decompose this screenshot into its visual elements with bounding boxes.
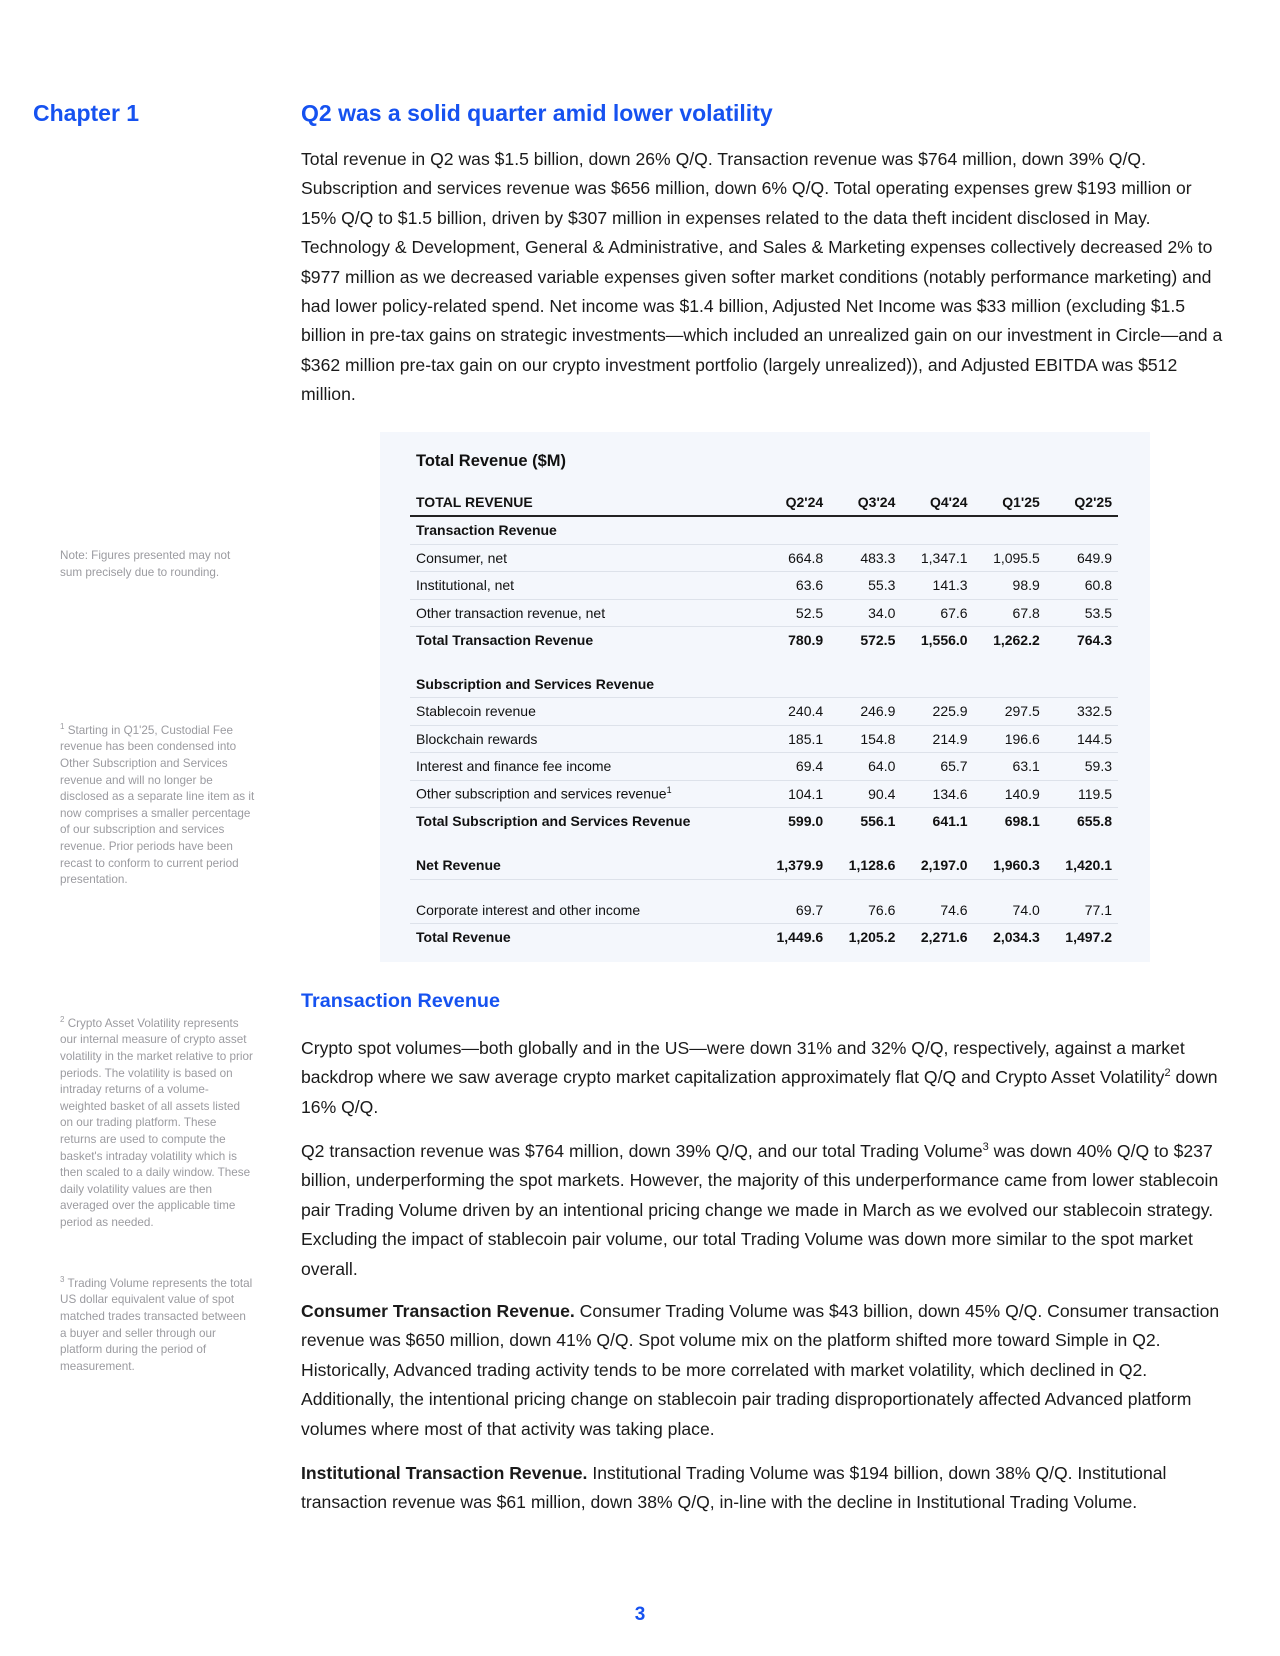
period-header: Q2'24 [757, 488, 829, 516]
cell-value: 1,960.3 [974, 852, 1046, 880]
cell-value: 556.1 [860, 813, 896, 830]
page-heading: Q2 was a solid quarter amid lower volatility [301, 100, 773, 126]
row-label: Blockchain rewards [410, 725, 757, 753]
paragraph-text: Q2 transaction revenue was $764 million, down 39% Q/Q, and our total Trading Volume [301, 1141, 983, 1161]
period-header: Q2'25 [1046, 488, 1118, 516]
period-header: Q3'24 [829, 488, 901, 516]
cell-value: 63.6 [757, 572, 829, 600]
table-header-label: TOTAL REVENUE [410, 488, 757, 516]
row-label [410, 780, 757, 808]
footnote-ref: 2 [1164, 1067, 1171, 1080]
paragraph-text: Consumer Trading Volume was $43 billion, down 45% Q/Q. Consumer transaction revenue was $650 million, down 41% Q/Q. Spot volume mix on the platform shifted more toward Simple in Q2. Historically, Advanced trading activity tends to be more correlated with market volatility, which declined in Q2. Additionally, the intentional pricing change on stablecoin pair trading disproportionately affected Advanced platform volumes where most of that activity was taking place. [301, 1301, 1220, 1439]
cell-value: 599.0 [788, 813, 824, 830]
cell-value: 98.9 [974, 572, 1046, 600]
cell-value: 1,379.9 [757, 852, 829, 880]
table-row-net [410, 852, 1118, 880]
cell-value: 185.1 [757, 725, 829, 753]
footnote-3-mark: 3 [60, 1275, 65, 1284]
row-label: Corporate interest and other income [410, 897, 757, 924]
cell-value: 641.1 [932, 813, 968, 830]
row-label: Institutional, net [410, 572, 757, 600]
row-label: Stablecoin revenue [410, 698, 757, 726]
paragraph-institutional [301, 1459, 1231, 1518]
cell-value: 104.1 [757, 780, 829, 808]
cell-value: 60.8 [1046, 572, 1118, 600]
paragraph-text: down 16% Q/Q. [301, 1067, 1218, 1117]
cell-value: 69.4 [757, 753, 829, 781]
spacer-row [410, 654, 1118, 671]
section-row [410, 671, 1118, 698]
footnote-2-mark: 2 [60, 1015, 65, 1024]
cell-value: 76.6 [829, 897, 901, 924]
cell-value: 77.1 [1046, 897, 1118, 924]
table-row-total [410, 808, 1118, 835]
cell-value: 134.6 [901, 780, 973, 808]
cell-value: 2,034.3 [993, 929, 1040, 946]
footnote-ref: 1 [666, 785, 672, 796]
revenue-table [410, 488, 1118, 951]
sidenote-rounding: Note: Figures presented may not sum precisely due to rounding. [60, 549, 231, 579]
cell-value: 53.5 [1046, 599, 1118, 627]
cell-value: 764.3 [1076, 632, 1112, 649]
row-label: Total Subscription and Services Revenue [416, 813, 691, 830]
row-label: Other transaction revenue, net [410, 599, 757, 627]
cell-value: 65.7 [901, 753, 973, 781]
cell-value: 780.9 [788, 632, 824, 649]
cell-value: 572.5 [860, 632, 896, 649]
row-label: Interest and finance fee income [410, 753, 757, 781]
cell-value: 297.5 [974, 698, 1046, 726]
table-row [410, 725, 1118, 753]
table-row-total [410, 627, 1118, 654]
paragraph-transaction-revenue [301, 1137, 1231, 1284]
table-row [410, 698, 1118, 726]
cell-value: 698.1 [1004, 813, 1040, 830]
cell-value: 2,197.0 [901, 852, 973, 880]
cell-value: 1,556.0 [920, 632, 968, 649]
cell-value: 240.4 [757, 698, 829, 726]
paragraph-consumer [301, 1297, 1231, 1444]
cell-value: 1,449.6 [776, 929, 824, 946]
cell-value: 649.9 [1046, 544, 1118, 572]
section-heading-transaction-revenue: Transaction Revenue [301, 990, 500, 1012]
cell-value: 1,205.2 [848, 929, 896, 946]
row-label: Net Revenue [410, 852, 757, 880]
table-title: Total Revenue ($M) [416, 452, 567, 470]
cell-value: 154.8 [829, 725, 901, 753]
cell-value: 59.3 [1046, 753, 1118, 781]
table-row [410, 572, 1118, 600]
cell-value: 52.5 [757, 599, 829, 627]
cell-value: 90.4 [829, 780, 901, 808]
paragraph-lead: Consumer Transaction Revenue. [301, 1301, 575, 1321]
table-row [410, 897, 1118, 924]
spacer-row [410, 835, 1118, 852]
cell-value: 55.3 [829, 572, 901, 600]
section-label: Subscription and Services Revenue [410, 671, 1118, 698]
cell-value: 1,347.1 [901, 544, 973, 572]
paragraph-text: Institutional Trading Volume was $194 billion, down 38% Q/Q. Institutional transaction revenue was $61 million, down 38% Q/Q, in-line with the decline in Institutional Trading Volume. [301, 1463, 1167, 1513]
cell-value: 1,095.5 [974, 544, 1046, 572]
table-row [410, 780, 1118, 808]
footnote-ref: 3 [982, 1141, 989, 1154]
cell-value: 119.5 [1046, 780, 1118, 808]
cell-value: 196.6 [974, 725, 1046, 753]
paragraph-text: Crypto spot volumes—both globally and in the US—were down 31% and 32% Q/Q, respectively, against a market backdrop where we saw average crypto market capitalization approximately flat Q/Q and Crypto Asset Volatility [301, 1038, 1185, 1088]
row-label: Total Revenue [416, 929, 511, 946]
cell-value: 483.3 [829, 544, 901, 572]
section-label: Transaction Revenue [410, 516, 1118, 544]
footnote-2-text: Crypto Asset Volatility represents our internal measure of crypto asset volatility in the market relative to prior periods. The volatility is based on intraday returns of a volume-weighted basket of all assets listed on our trading platform. These returns are used to compute the basket's intraday volatility which is then scaled to a daily window. These daily volatility values are then averaged over the applicable time period as needed. [60, 1016, 253, 1230]
period-header: Q4'24 [901, 488, 973, 516]
cell-value: 74.6 [901, 897, 973, 924]
cell-value: 1,262.2 [993, 632, 1040, 649]
intro-paragraph: Total revenue in Q2 was $1.5 billion, down 26% Q/Q. Transaction revenue was $764 million, down 39% Q/Q. Subscription and services revenue was $656 million, down 6% Q/Q. Total operating expenses grew $193 million or 15% Q/Q to $1.5 billion, driven by $307 million in expenses related to the data theft incident disclosed in May. Technology & Development, General & Administrative, and Sales & Marketing expenses collectively decreased 2% to $977 million as we decreased variable expenses given softer market conditions (notably performance marketing) and had lower policy-related spend. Net income was $1.4 billion, Adjusted Net Income was $33 million (excluding $1.5 billion in pre-tax gains on strategic investments—which included an unrealized gain on our investment in Circle—and a $362 million pre-tax gain on our crypto investment portfolio (largely unrealized)), and Adjusted EBITDA was $512 million. [301, 149, 1223, 405]
cell-value: 1,128.6 [829, 852, 901, 880]
period-header: Q1'25 [974, 488, 1046, 516]
cell-value: 214.9 [901, 725, 973, 753]
paragraph-text: was down 40% Q/Q to $237 billion, underperforming the spot markets. However, the majority of this underperformance came from lower stablecoin pair Trading Volume driven by an intentional pricing change we made in March as we evolved our stablecoin strategy. Excluding the impact of stablecoin pair volume, our total Trading Volume was down more similar to the spot market overall. [301, 1141, 1219, 1279]
footnote-1 [60, 719, 255, 889]
cell-value: 332.5 [1046, 698, 1118, 726]
chapter-label: Chapter 1 [33, 100, 140, 126]
section-row [410, 516, 1118, 544]
paragraph-spot-volumes [301, 1034, 1231, 1122]
table-header-row [410, 488, 1118, 516]
cell-value: 74.0 [974, 897, 1046, 924]
cell-value: 144.5 [1046, 725, 1118, 753]
paragraph-lead: Institutional Transaction Revenue. [301, 1463, 588, 1483]
cell-value: 664.8 [757, 544, 829, 572]
cell-value: 225.9 [901, 698, 973, 726]
footnote-1-text: Starting in Q1'25, Custodial Fee revenue has been condensed into Other Subscription and Services revenue and will no longer be disclosed as a separate line item as it now comprises a smaller percentage of our subscription and services revenue. Prior periods have been recast to conform to current period presentation. [60, 723, 255, 887]
table-row-grand-total [410, 924, 1118, 951]
row-label: Consumer, net [410, 544, 757, 572]
cell-value: 67.8 [974, 599, 1046, 627]
footnote-2 [60, 1012, 255, 1232]
cell-value: 140.9 [974, 780, 1046, 808]
cell-value: 141.3 [901, 572, 973, 600]
spacer-row [410, 879, 1118, 897]
row-label: Total Transaction Revenue [416, 632, 594, 649]
revenue-table-panel [380, 432, 1150, 962]
cell-value: 34.0 [829, 599, 901, 627]
footnote-1-mark: 1 [60, 722, 65, 731]
footnote-3-text: Trading Volume represents the total US dollar equivalent value of spot matched trades transacted between a buyer and seller through our platform during the period of measurement. [60, 1276, 253, 1373]
cell-value: 1,497.2 [1065, 929, 1112, 946]
table-row [410, 753, 1118, 781]
row-label-text: Other subscription and services revenue [416, 786, 667, 803]
footnote-3 [60, 1272, 255, 1375]
table-row [410, 544, 1118, 572]
cell-value: 67.6 [901, 599, 973, 627]
cell-value: 655.8 [1076, 813, 1112, 830]
page-number: 3 [634, 1604, 646, 1625]
cell-value: 63.1 [974, 753, 1046, 781]
cell-value: 69.7 [757, 897, 829, 924]
cell-value: 246.9 [829, 698, 901, 726]
table-row [410, 599, 1118, 627]
cell-value: 1,420.1 [1046, 852, 1118, 880]
cell-value: 2,271.6 [920, 929, 968, 946]
cell-value: 64.0 [829, 753, 901, 781]
